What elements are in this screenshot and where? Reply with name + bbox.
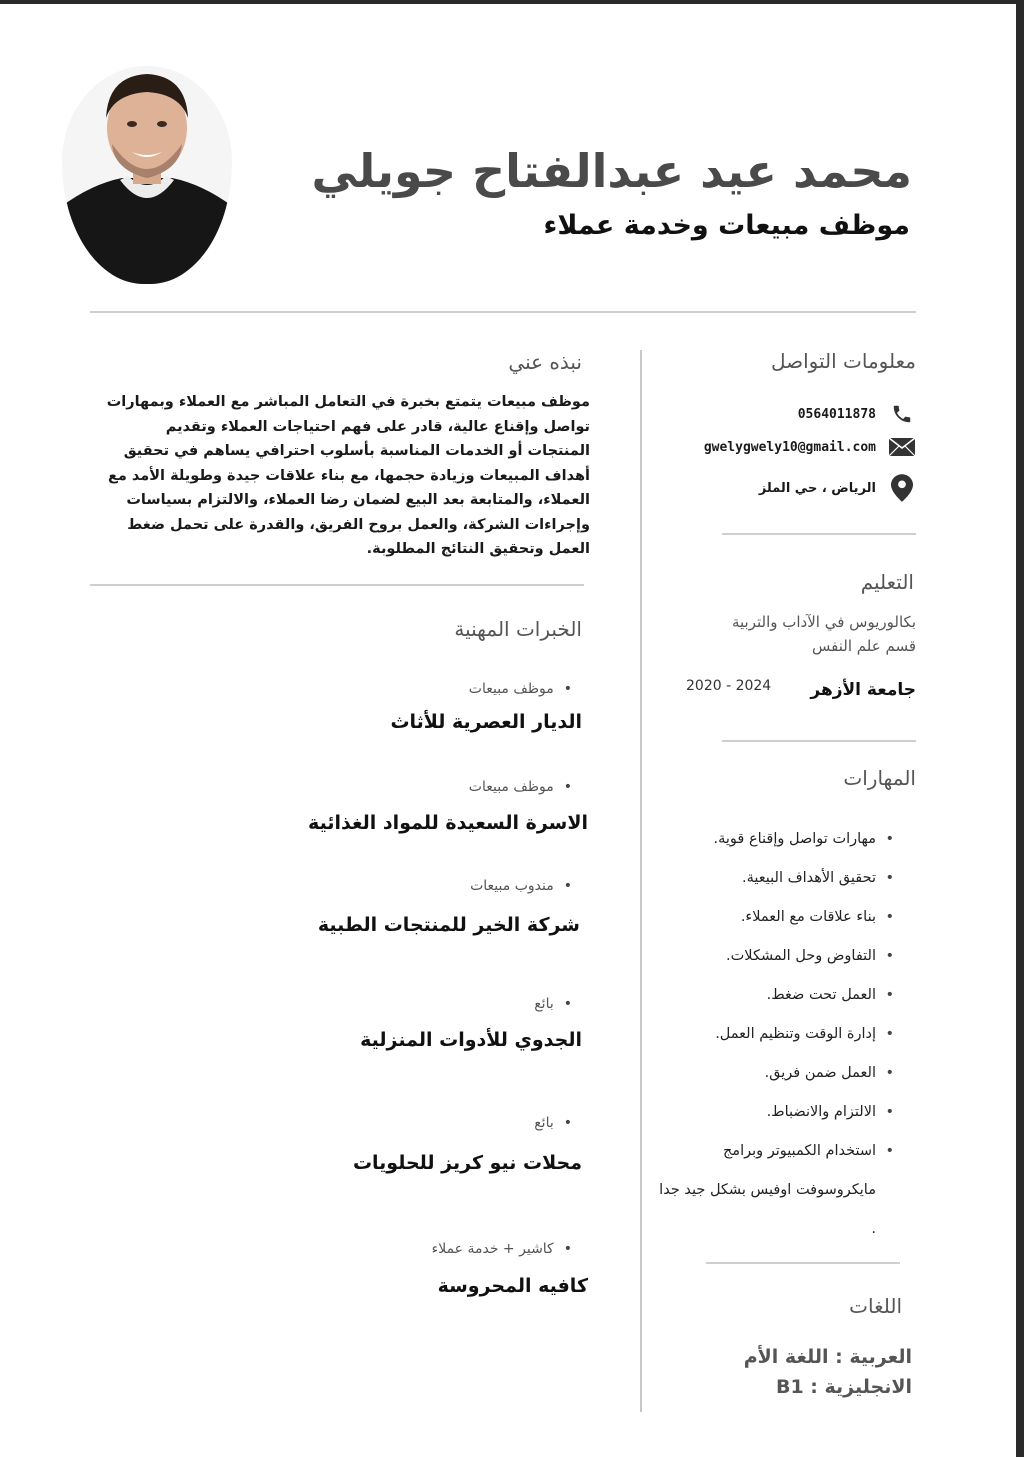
header-divider — [90, 311, 916, 313]
experience-company: محلات نيو كريز للحلويات — [352, 1152, 582, 1174]
experience-role: • موظف مبيعات — [469, 681, 572, 697]
contact-address — [759, 476, 916, 500]
location-pin-icon — [888, 476, 916, 500]
education-years: 2020 - 2024 — [686, 678, 772, 694]
experience-role: • مندوب مبيعات — [470, 878, 572, 894]
education-university: جامعة الأزهر — [810, 680, 916, 700]
experience-company: الجدوي للأدوات المنزلية — [360, 1029, 582, 1051]
experience-company: شركة الخير للمنتجات الطبية — [317, 914, 580, 936]
experience-heading: الخبرات المهنية — [454, 617, 582, 641]
experience-company: الديار العصرية للأثاث — [390, 711, 582, 733]
skill-item: • استخدام الكمبيوتر وبرامج مايكروسوفت اوفيس بشكل جيد جدا . — [656, 1132, 876, 1249]
skills-heading: المهارات — [843, 766, 916, 790]
profile-photo — [62, 66, 232, 284]
experience-role: • موظف مبيعات — [469, 779, 572, 795]
envelope-icon — [888, 435, 916, 459]
column-divider — [640, 350, 642, 1412]
education-degree: بكالوريوس في الآداب والتربية — [731, 613, 916, 631]
contact-email — [704, 435, 916, 459]
experience-role: • كاشير + خدمة عملاء — [432, 1241, 572, 1257]
skill-item: • التفاوض وحل المشكلات. — [656, 937, 876, 976]
experience-role: • بائع — [534, 996, 572, 1012]
full-name: محمد عيد عبدالفتاح جويلي — [311, 144, 912, 198]
job-title: موظف مبيعات وخدمة عملاء — [543, 210, 910, 241]
skill-item: • إدارة الوقت وتنظيم العمل. — [656, 1015, 876, 1054]
skill-item: • العمل ضمن فريق. — [656, 1054, 876, 1093]
about-heading: نبذه عني — [508, 350, 582, 374]
education-heading: التعليم — [860, 570, 914, 594]
skill-item: • بناء علاقات مع العملاء. — [656, 898, 876, 937]
cv-page — [0, 4, 1016, 1457]
contact-phone — [798, 402, 916, 426]
about-divider — [90, 584, 584, 586]
contact-divider — [722, 533, 916, 535]
email-address: gwelygwely10@gmail.com — [703, 439, 876, 455]
education-divider — [722, 740, 916, 742]
skill-item: • الالتزام والانضباط. — [656, 1093, 876, 1132]
about-text: موظف مبيعات يتمتع بخبرة في التعامل المباشر مع العملاء وبمهارات تواصل وإقناع عالية، قادر على فهم احتياجات العملاء وتقديم المنتجات أو الخدمات المناسبة بأسلوب احترافي يساهم في تحقيق أهداف المبيعات وزيادة حجمها، مع بناء علاقات جيدة وطويلة الأمد مع العملاء، والمتابعة بعد البيع لضمان رضا العملاء، والالتزام بسياسات وإجراءات الشركة، والعمل بروح الفريق، والقدرة على تحمل ضغط العمل وتحقيق النتائج المطلوبة. — [106, 394, 590, 557]
phone-icon — [888, 402, 916, 426]
experience-company: الاسرة السعيدة للمواد الغذائية — [308, 812, 588, 834]
skills-list — [656, 820, 894, 1249]
address-text: الرياض ، حي الملز — [758, 480, 876, 496]
language-arabic: العربية : اللغة الأم — [743, 1346, 912, 1368]
experience-role: • بائع — [534, 1115, 572, 1131]
skill-item: • مهارات تواصل وإقناع قوية. — [656, 820, 876, 859]
skill-item: • العمل تحت ضغط. — [656, 976, 876, 1015]
skills-divider — [706, 1262, 900, 1264]
contact-heading: معلومات التواصل — [770, 349, 916, 373]
phone-number: 0564011878 — [797, 406, 876, 422]
language-english: الانجليزية : B1 — [775, 1376, 912, 1398]
experience-company: كافيه المحروسة — [437, 1275, 588, 1297]
skill-item: • تحقيق الأهداف البيعية. — [656, 859, 876, 898]
languages-heading: اللغات — [849, 1294, 902, 1318]
education-department: قسم علم النفس — [812, 637, 916, 655]
